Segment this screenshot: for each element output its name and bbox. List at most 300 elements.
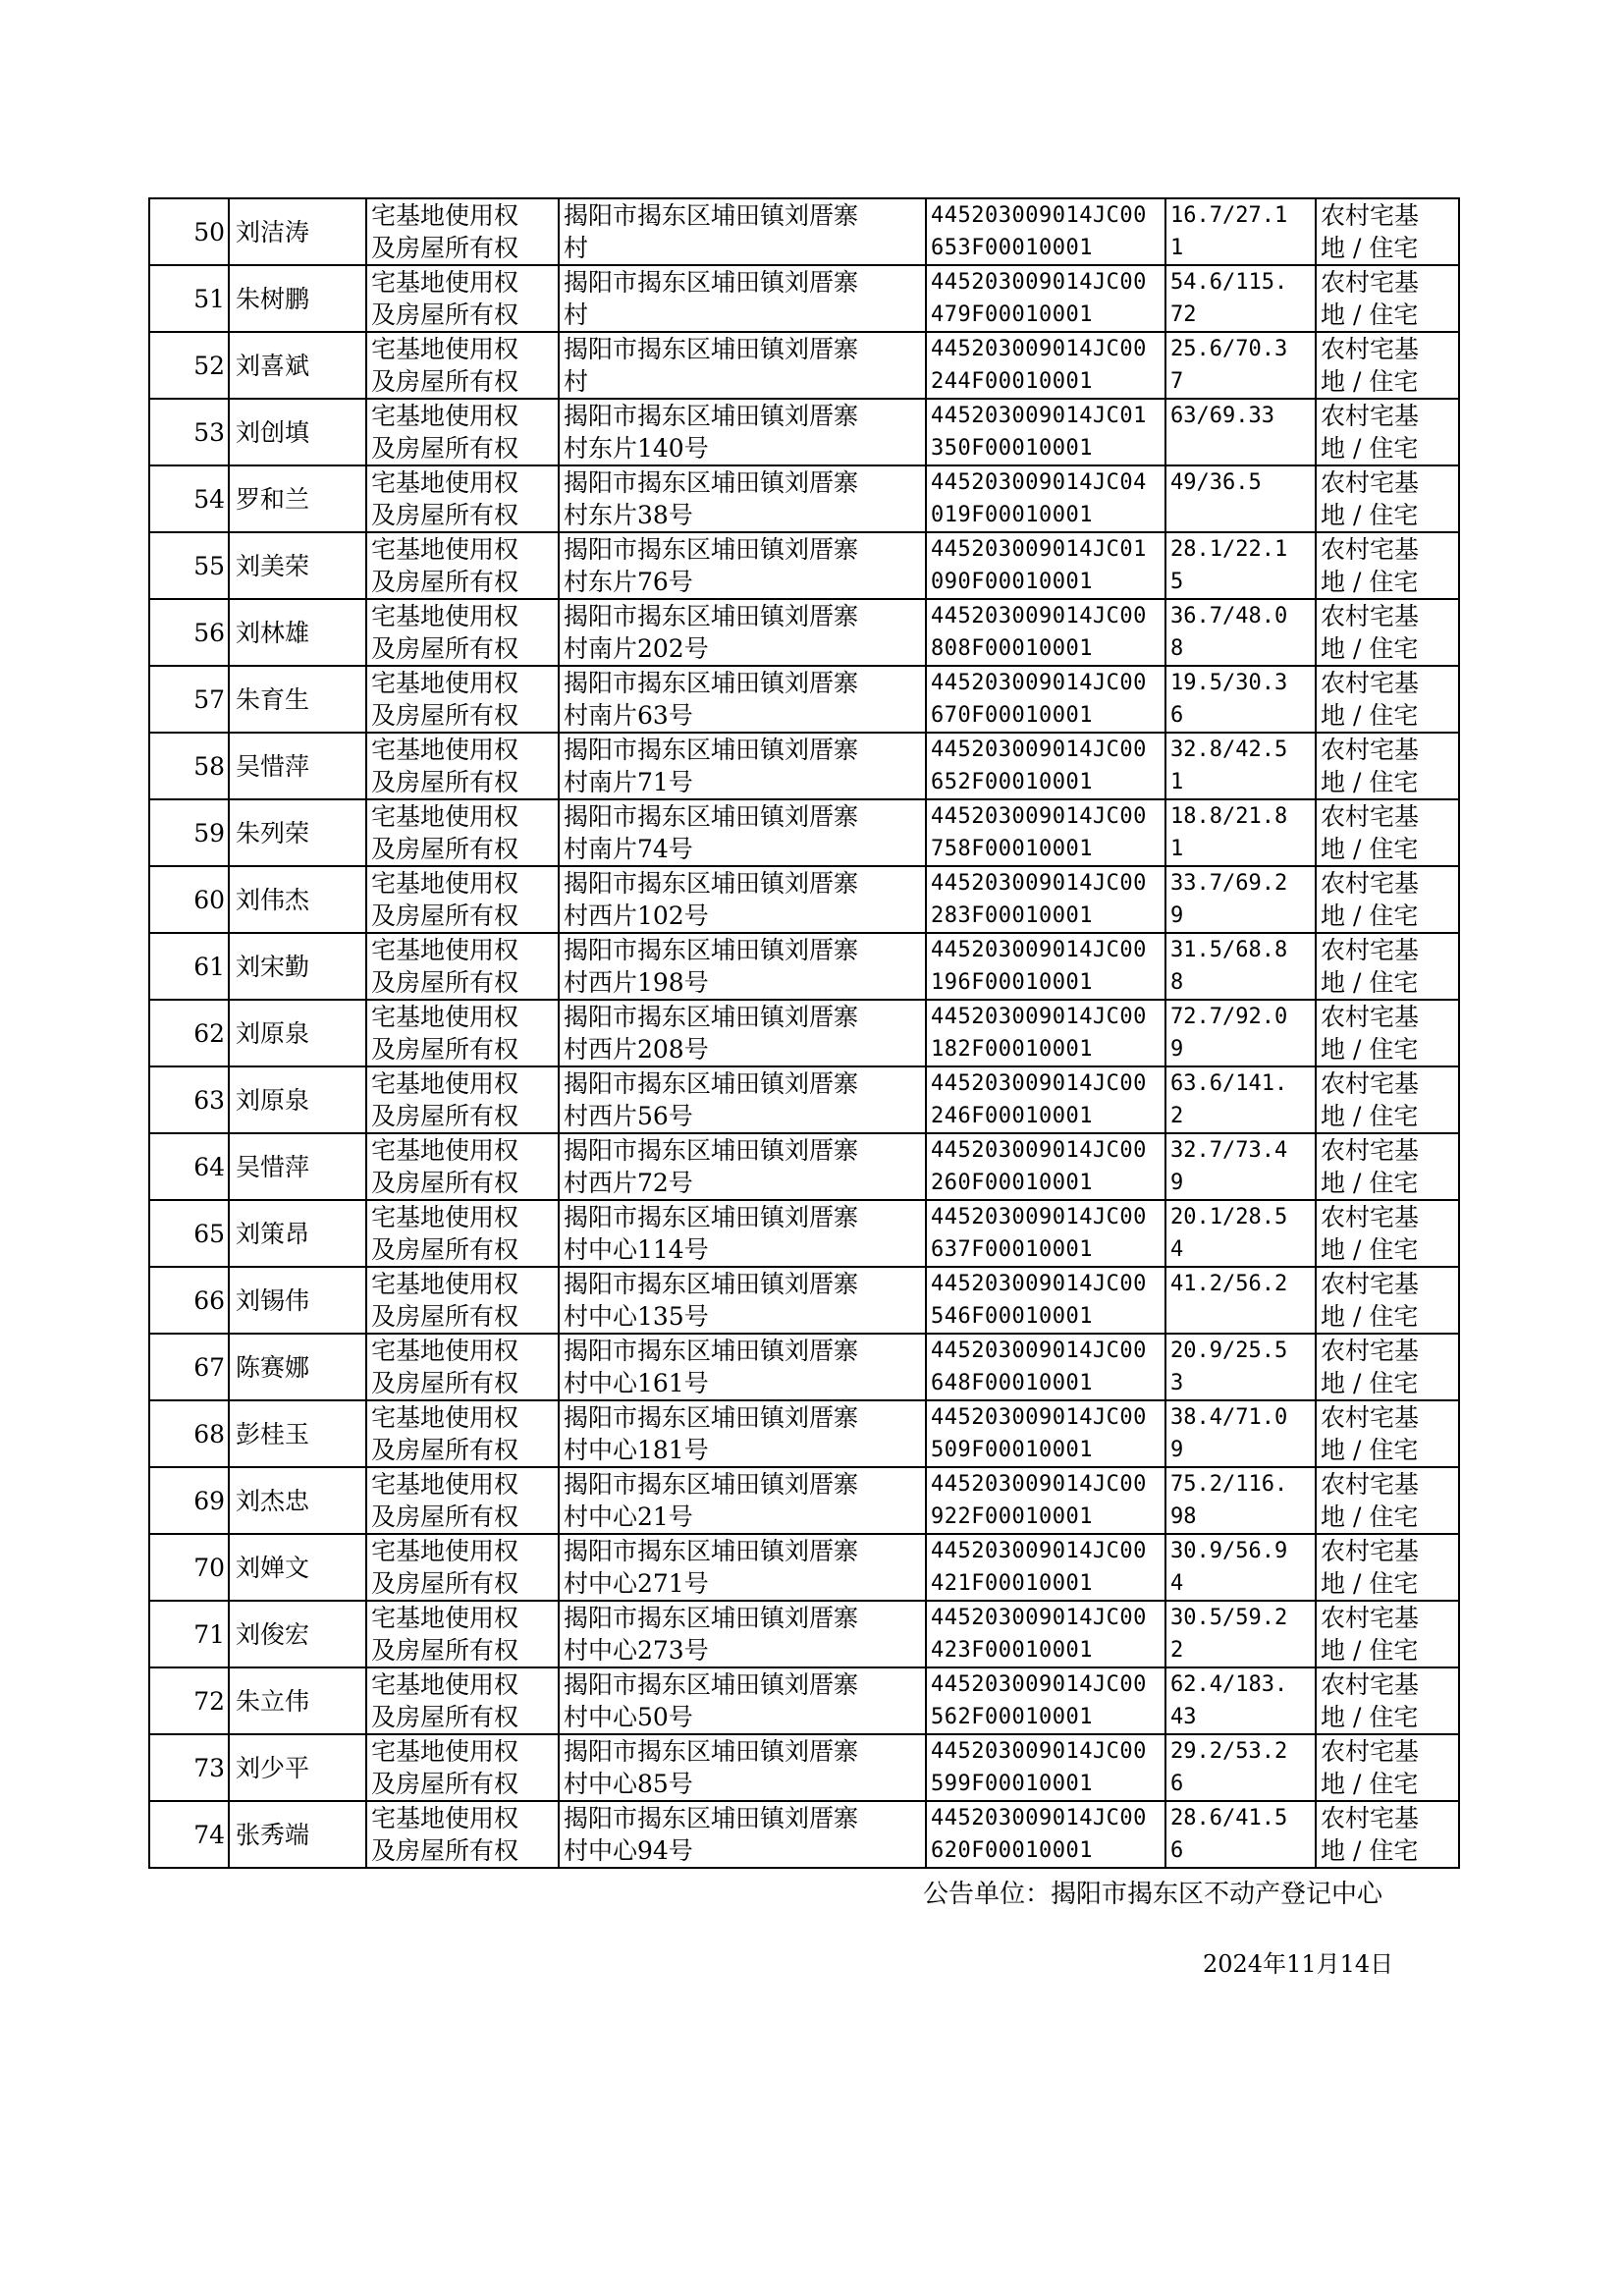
usage-line: 地 / 住宅: [1321, 1169, 1419, 1197]
unit-code-line: 546F00010001: [931, 1304, 1093, 1329]
unit-code-cell: [926, 265, 1165, 332]
owner-name-cell: 刘宋勤: [229, 933, 366, 1000]
location-line: 村西片56号: [564, 1102, 693, 1130]
unit-code-line: 599F00010001: [931, 1772, 1093, 1796]
usage-cell: [1316, 265, 1459, 332]
usage-cell: [1316, 1000, 1459, 1066]
table-row: [149, 1133, 1459, 1200]
usage-line: 地 / 住宅: [1321, 768, 1419, 796]
area-cell: [1165, 1667, 1316, 1734]
usage-line: 农村宅基: [1321, 1337, 1420, 1365]
right-type-line: 宅基地使用权: [371, 802, 519, 831]
area-line: 31.5/68.8: [1170, 938, 1288, 962]
owner-name-cell: 刘少平: [229, 1734, 366, 1801]
location-line: 村中心271号: [564, 1569, 709, 1598]
usage-cell: [1316, 399, 1459, 465]
unit-code-line: 445203009014JC01: [931, 537, 1147, 562]
usage-line: 农村宅基: [1321, 335, 1420, 363]
unit-code-line: 620F00010001: [931, 1838, 1093, 1863]
unit-code-line: 246F00010001: [931, 1104, 1093, 1128]
location-line: 村中心85号: [564, 1770, 693, 1798]
unit-code-cell: [926, 1534, 1165, 1601]
area-line: [1170, 499, 1315, 531]
right-type-line: 及房屋所有权: [371, 234, 519, 262]
unit-code-line: 445203009014JC00: [931, 604, 1147, 628]
area-line: 6: [1170, 703, 1184, 728]
right-type-line: 及房屋所有权: [371, 1035, 519, 1064]
location-line: 村中心21号: [564, 1503, 693, 1531]
unit-code-cell: [926, 599, 1165, 666]
row-number-cell: 59: [149, 799, 229, 866]
area-line: 16.7/27.1: [1170, 203, 1288, 228]
right-type-line: 宅基地使用权: [371, 1136, 519, 1165]
usage-line: 地 / 住宅: [1321, 1636, 1419, 1665]
area-line: 29.2/53.2: [1170, 1739, 1288, 1764]
area-cell: [1165, 1133, 1316, 1200]
location-line: 揭阳市揭东区埔田镇刘厝寨: [564, 1604, 859, 1632]
unit-code-line: 260F00010001: [931, 1171, 1093, 1195]
usage-cell: [1316, 1066, 1459, 1133]
owner-name-cell: 刘锡伟: [229, 1267, 366, 1334]
area-line: 20.9/25.5: [1170, 1339, 1288, 1363]
usage-line: 农村宅基: [1321, 1670, 1420, 1699]
owner-name-cell: 刘原泉: [229, 1066, 366, 1133]
usage-line: 农村宅基: [1321, 802, 1420, 831]
location-line: 揭阳市揭东区埔田镇刘厝寨: [564, 1270, 859, 1298]
location-line: 揭阳市揭东区埔田镇刘厝寨: [564, 1737, 859, 1766]
usage-cell: [1316, 866, 1459, 933]
owner-name-cell: 朱树鹏: [229, 265, 366, 332]
right-type-cell: [366, 933, 559, 1000]
area-cell: [1165, 1000, 1316, 1066]
unit-code-line: 648F00010001: [931, 1371, 1093, 1395]
usage-cell: [1316, 1200, 1459, 1267]
right-type-cell: [366, 265, 559, 332]
unit-code-cell: [926, 1200, 1165, 1267]
right-type-cell: [366, 599, 559, 666]
usage-line: 地 / 住宅: [1321, 1836, 1419, 1865]
location-cell: [559, 733, 926, 799]
right-type-cell: [366, 1267, 559, 1334]
unit-code-line: 423F00010001: [931, 1638, 1093, 1663]
usage-line: 地 / 住宅: [1321, 434, 1419, 463]
right-type-line: 宅基地使用权: [371, 1270, 519, 1298]
table-row: [149, 1000, 1459, 1066]
area-line: 2: [1170, 1638, 1184, 1663]
unit-code-cell: [926, 1334, 1165, 1400]
usage-cell: [1316, 733, 1459, 799]
location-line: 村: [564, 301, 589, 329]
right-type-line: 及房屋所有权: [371, 1235, 519, 1264]
unit-code-cell: [926, 1400, 1165, 1467]
usage-line: 农村宅基: [1321, 1136, 1420, 1165]
location-cell: [559, 1601, 926, 1667]
usage-cell: [1316, 1133, 1459, 1200]
usage-line: 农村宅基: [1321, 1470, 1420, 1499]
location-line: 揭阳市揭东区埔田镇刘厝寨: [564, 736, 859, 764]
area-line: 63/69.33: [1170, 404, 1274, 428]
location-line: 村中心273号: [564, 1636, 709, 1665]
unit-code-line: 445203009014JC00: [931, 1539, 1147, 1563]
row-number-cell: 53: [149, 399, 229, 465]
unit-code-line: 445203009014JC00: [931, 270, 1147, 295]
area-line: 5: [1170, 570, 1184, 594]
area-line: [1170, 1300, 1315, 1333]
right-type-line: 宅基地使用权: [371, 1670, 519, 1699]
unit-code-line: 445203009014JC00: [931, 1339, 1147, 1363]
area-line: 1: [1170, 236, 1184, 260]
location-cell: [559, 399, 926, 465]
usage-cell: [1316, 332, 1459, 399]
table-row: [149, 599, 1459, 666]
area-cell: [1165, 198, 1316, 265]
area-line: 1: [1170, 770, 1184, 794]
unit-code-line: 350F00010001: [931, 436, 1093, 461]
right-type-line: 及房屋所有权: [371, 1369, 519, 1397]
usage-line: 农村宅基: [1321, 1069, 1420, 1098]
location-cell: [559, 1801, 926, 1868]
location-line: 揭阳市揭东区埔田镇刘厝寨: [564, 1203, 859, 1231]
usage-cell: [1316, 599, 1459, 666]
right-type-line: 宅基地使用权: [371, 869, 519, 898]
area-cell: [1165, 599, 1316, 666]
area-cell: [1165, 1200, 1316, 1267]
unit-code-line: 445203009014JC00: [931, 738, 1147, 762]
location-line: 村东片38号: [564, 501, 693, 529]
usage-line: 农村宅基: [1321, 268, 1420, 297]
unit-code-line: 090F00010001: [931, 570, 1093, 594]
owner-name-cell: 刘林雄: [229, 599, 366, 666]
unit-code-line: 808F00010001: [931, 636, 1093, 661]
area-cell: [1165, 332, 1316, 399]
location-cell: [559, 799, 926, 866]
table-row: [149, 1601, 1459, 1667]
table-row: [149, 799, 1459, 866]
location-cell: [559, 1000, 926, 1066]
row-number-cell: 70: [149, 1534, 229, 1601]
row-number-cell: 65: [149, 1200, 229, 1267]
table-row: [149, 1734, 1459, 1801]
right-type-cell: [366, 666, 559, 733]
owner-name-cell: 朱立伟: [229, 1667, 366, 1734]
usage-line: 农村宅基: [1321, 402, 1420, 430]
usage-line: 地 / 住宅: [1321, 701, 1419, 730]
area-line: 98: [1170, 1504, 1197, 1529]
area-cell: [1165, 1534, 1316, 1601]
owner-name-cell: 刘美荣: [229, 532, 366, 599]
row-number-cell: 60: [149, 866, 229, 933]
area-line: 38.4/71.0: [1170, 1405, 1288, 1430]
area-cell: [1165, 866, 1316, 933]
table-row: [149, 1467, 1459, 1534]
area-cell: [1165, 532, 1316, 599]
right-type-line: 及房屋所有权: [371, 1102, 519, 1130]
location-cell: [559, 1467, 926, 1534]
location-line: 揭阳市揭东区埔田镇刘厝寨: [564, 1003, 859, 1031]
location-line: 揭阳市揭东区埔田镇刘厝寨: [564, 869, 859, 898]
area-line: 36.7/48.0: [1170, 604, 1288, 628]
unit-code-line: 445203009014JC00: [931, 671, 1147, 695]
right-type-cell: [366, 1667, 559, 1734]
owner-name-cell: 吴惜萍: [229, 1133, 366, 1200]
usage-cell: [1316, 1601, 1459, 1667]
usage-line: 地 / 住宅: [1321, 1770, 1419, 1798]
usage-cell: [1316, 532, 1459, 599]
right-type-line: 及房屋所有权: [371, 1836, 519, 1865]
usage-line: 农村宅基: [1321, 1604, 1420, 1632]
unit-code-line: 637F00010001: [931, 1237, 1093, 1262]
row-number-cell: 61: [149, 933, 229, 1000]
location-cell: [559, 1133, 926, 1200]
usage-line: 农村宅基: [1321, 1003, 1420, 1031]
right-type-line: 及房屋所有权: [371, 1569, 519, 1598]
usage-line: 地 / 住宅: [1321, 234, 1419, 262]
owner-name-cell: 罗和兰: [229, 465, 366, 532]
area-cell: [1165, 666, 1316, 733]
usage-cell: [1316, 1534, 1459, 1601]
location-line: 揭阳市揭东区埔田镇刘厝寨: [564, 1069, 859, 1098]
area-line: 20.1/28.5: [1170, 1205, 1288, 1229]
area-cell: [1165, 399, 1316, 465]
location-cell: [559, 599, 926, 666]
unit-code-cell: [926, 733, 1165, 799]
area-line: 43: [1170, 1705, 1197, 1729]
area-line: 62.4/183.: [1170, 1672, 1288, 1697]
right-type-line: 宅基地使用权: [371, 268, 519, 297]
row-number-cell: 73: [149, 1734, 229, 1801]
location-line: 村: [564, 367, 589, 396]
location-line: 揭阳市揭东区埔田镇刘厝寨: [564, 669, 859, 697]
row-number-cell: 58: [149, 733, 229, 799]
table-row: [149, 465, 1459, 532]
usage-cell: [1316, 1667, 1459, 1734]
usage-line: 地 / 住宅: [1321, 1369, 1419, 1397]
area-cell: [1165, 1066, 1316, 1133]
right-type-line: 宅基地使用权: [371, 1737, 519, 1766]
usage-line: 农村宅基: [1321, 468, 1420, 497]
unit-code-line: 196F00010001: [931, 970, 1093, 995]
area-line: 30.9/56.9: [1170, 1539, 1288, 1563]
area-line: 30.5/59.2: [1170, 1606, 1288, 1630]
unit-code-line: 445203009014JC00: [931, 1806, 1147, 1831]
location-line: 揭阳市揭东区埔田镇刘厝寨: [564, 1537, 859, 1565]
owner-name-cell: 刘喜斌: [229, 332, 366, 399]
right-type-cell: [366, 1066, 559, 1133]
unit-code-cell: [926, 1467, 1165, 1534]
right-type-cell: [366, 332, 559, 399]
table-row: [149, 1400, 1459, 1467]
usage-line: 地 / 住宅: [1321, 634, 1419, 663]
unit-code-line: 445203009014JC00: [931, 1739, 1147, 1764]
unit-code-line: 445203009014JC00: [931, 1672, 1147, 1697]
usage-line: 农村宅基: [1321, 869, 1420, 898]
area-line: 9: [1170, 1171, 1184, 1195]
owner-name-cell: 刘原泉: [229, 1000, 366, 1066]
owner-name-cell: 刘创填: [229, 399, 366, 465]
right-type-line: 宅基地使用权: [371, 1403, 519, 1432]
usage-line: 农村宅基: [1321, 535, 1420, 564]
right-type-cell: [366, 198, 559, 265]
area-cell: [1165, 1267, 1316, 1334]
area-cell: [1165, 799, 1316, 866]
right-type-line: 宅基地使用权: [371, 335, 519, 363]
table-row: [149, 1667, 1459, 1734]
unit-code-line: 445203009014JC00: [931, 1138, 1147, 1163]
area-line: [1170, 432, 1315, 464]
area-cell: [1165, 933, 1316, 1000]
right-type-line: 及房屋所有权: [371, 367, 519, 396]
owner-name-cell: 陈赛娜: [229, 1334, 366, 1400]
unit-code-line: 244F00010001: [931, 369, 1093, 394]
area-line: 75.2/116.: [1170, 1472, 1288, 1497]
location-cell: [559, 465, 926, 532]
right-type-cell: [366, 532, 559, 599]
area-cell: [1165, 265, 1316, 332]
unit-code-cell: [926, 198, 1165, 265]
unit-code-cell: [926, 1601, 1165, 1667]
location-line: 村中心181号: [564, 1436, 709, 1464]
owner-name-cell: 朱列荣: [229, 799, 366, 866]
table-row: [149, 332, 1459, 399]
right-type-line: 宅基地使用权: [371, 1604, 519, 1632]
owner-name-cell: 刘策昂: [229, 1200, 366, 1267]
area-line: 49/36.5: [1170, 470, 1262, 495]
area-line: 2: [1170, 1104, 1184, 1128]
right-type-cell: [366, 1334, 559, 1400]
usage-cell: [1316, 933, 1459, 1000]
usage-line: 地 / 住宅: [1321, 367, 1419, 396]
location-line: 揭阳市揭东区埔田镇刘厝寨: [564, 1136, 859, 1165]
usage-line: 地 / 住宅: [1321, 501, 1419, 529]
usage-line: 地 / 住宅: [1321, 968, 1419, 997]
row-number-cell: 68: [149, 1400, 229, 1467]
right-type-line: 宅基地使用权: [371, 402, 519, 430]
location-cell: [559, 1267, 926, 1334]
unit-code-line: 421F00010001: [931, 1571, 1093, 1596]
table-row: [149, 1801, 1459, 1868]
location-line: 揭阳市揭东区埔田镇刘厝寨: [564, 802, 859, 831]
usage-line: 农村宅基: [1321, 201, 1420, 230]
location-cell: [559, 1334, 926, 1400]
location-line: 村: [564, 234, 589, 262]
table-body: [149, 198, 1459, 1868]
right-type-line: 及房屋所有权: [371, 1503, 519, 1531]
location-cell: [559, 866, 926, 933]
area-line: 6: [1170, 1772, 1184, 1796]
location-cell: [559, 1400, 926, 1467]
right-type-cell: [366, 799, 559, 866]
unit-code-line: 445203009014JC00: [931, 1405, 1147, 1430]
unit-code-line: 445203009014JC00: [931, 1005, 1147, 1029]
area-cell: [1165, 1734, 1316, 1801]
location-line: 揭阳市揭东区埔田镇刘厝寨: [564, 602, 859, 630]
location-line: 村南片202号: [564, 634, 709, 663]
unit-code-cell: [926, 799, 1165, 866]
unit-code-line: 445203009014JC00: [931, 1472, 1147, 1497]
area-line: 4: [1170, 1237, 1184, 1262]
table-row: [149, 399, 1459, 465]
usage-cell: [1316, 1267, 1459, 1334]
location-line: 揭阳市揭东区埔田镇刘厝寨: [564, 1804, 859, 1832]
right-type-line: 及房屋所有权: [371, 701, 519, 730]
unit-code-cell: [926, 1734, 1165, 1801]
right-type-cell: [366, 1601, 559, 1667]
usage-line: 地 / 住宅: [1321, 1035, 1419, 1064]
right-type-cell: [366, 1400, 559, 1467]
area-line: 1: [1170, 837, 1184, 861]
right-type-line: 宅基地使用权: [371, 1470, 519, 1499]
location-cell: [559, 1200, 926, 1267]
area-cell: [1165, 1601, 1316, 1667]
usage-cell: [1316, 1400, 1459, 1467]
right-type-line: 宅基地使用权: [371, 468, 519, 497]
location-line: 村中心161号: [564, 1369, 709, 1397]
location-line: 揭阳市揭东区埔田镇刘厝寨: [564, 535, 859, 564]
area-line: 41.2/56.2: [1170, 1272, 1288, 1296]
owner-name-cell: 朱育生: [229, 666, 366, 733]
right-type-line: 及房屋所有权: [371, 301, 519, 329]
row-number-cell: 56: [149, 599, 229, 666]
row-number-cell: 51: [149, 265, 229, 332]
right-type-line: 宅基地使用权: [371, 1337, 519, 1365]
area-line: 4: [1170, 1571, 1184, 1596]
usage-cell: [1316, 799, 1459, 866]
usage-cell: [1316, 1467, 1459, 1534]
unit-code-line: 019F00010001: [931, 503, 1093, 527]
usage-line: 地 / 住宅: [1321, 1102, 1419, 1130]
right-type-line: 及房屋所有权: [371, 1169, 519, 1197]
unit-code-cell: [926, 532, 1165, 599]
location-line: 村中心50号: [564, 1703, 693, 1731]
usage-line: 地 / 住宅: [1321, 1569, 1419, 1598]
unit-code-line: 922F00010001: [931, 1504, 1093, 1529]
row-number-cell: 71: [149, 1601, 229, 1667]
right-type-line: 及房屋所有权: [371, 1703, 519, 1731]
unit-code-line: 445203009014JC04: [931, 470, 1147, 495]
table-row: [149, 1534, 1459, 1601]
unit-code-line: 445203009014JC00: [931, 938, 1147, 962]
area-line: 28.1/22.1: [1170, 537, 1288, 562]
owner-name-cell: 刘杰忠: [229, 1467, 366, 1534]
table-row: [149, 866, 1459, 933]
usage-cell: [1316, 465, 1459, 532]
usage-line: 地 / 住宅: [1321, 1503, 1419, 1531]
location-cell: [559, 532, 926, 599]
usage-line: 地 / 住宅: [1321, 1436, 1419, 1464]
area-line: 72.7/92.0: [1170, 1005, 1288, 1029]
area-line: 25.6/70.3: [1170, 337, 1288, 361]
area-cell: [1165, 465, 1316, 532]
usage-line: 农村宅基: [1321, 736, 1420, 764]
right-type-cell: [366, 1000, 559, 1066]
right-type-cell: [366, 1133, 559, 1200]
table-row: [149, 198, 1459, 265]
unit-code-line: 445203009014JC00: [931, 203, 1147, 228]
table-row: [149, 532, 1459, 599]
area-line: 33.7/69.2: [1170, 871, 1288, 896]
location-line: 揭阳市揭东区埔田镇刘厝寨: [564, 201, 859, 230]
area-cell: [1165, 1400, 1316, 1467]
row-number-cell: 74: [149, 1801, 229, 1868]
row-number-cell: 57: [149, 666, 229, 733]
unit-code-cell: [926, 465, 1165, 532]
owner-name-cell: 刘伟杰: [229, 866, 366, 933]
area-line: 32.8/42.5: [1170, 738, 1288, 762]
area-line: 3: [1170, 1371, 1184, 1395]
area-line: 6: [1170, 1838, 1184, 1863]
right-type-cell: [366, 1801, 559, 1868]
right-type-cell: [366, 1467, 559, 1534]
